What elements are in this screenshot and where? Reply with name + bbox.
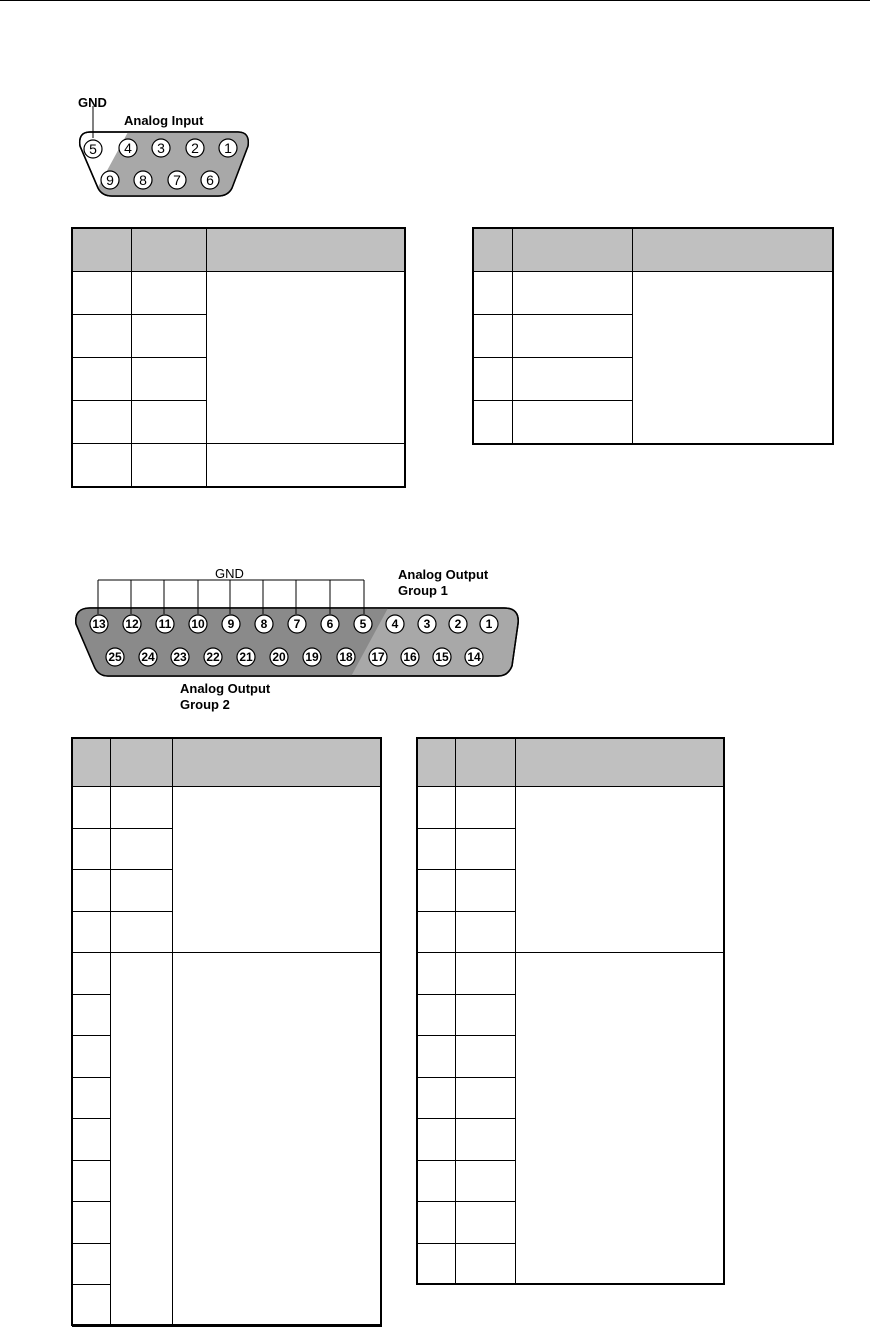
table-row: [474, 272, 834, 315]
pin-number: 2: [191, 140, 199, 156]
table-row: [73, 444, 406, 487]
pin-number: 7: [173, 172, 181, 188]
pin-number: 21: [239, 650, 253, 664]
db25-group2-label-line1: Analog Output: [180, 681, 271, 696]
table-row: [418, 953, 725, 995]
db25-gnd-label: GND: [215, 566, 244, 581]
pin-number: 5: [359, 617, 367, 631]
table-header-cell: [111, 739, 173, 787]
table-row: [73, 787, 382, 829]
pin-number: 13: [92, 617, 106, 631]
db25-pin-table-right: [417, 738, 725, 1285]
pin-number: 9: [227, 617, 235, 631]
pin-number: 16: [403, 650, 417, 664]
pin-number: 23: [173, 650, 187, 664]
pin-number: 22: [206, 650, 220, 664]
db9-pin-table-right: [473, 228, 834, 444]
pin-number: 6: [326, 617, 334, 631]
pin-number: 6: [206, 172, 214, 188]
table-header-cell: [73, 739, 111, 787]
pin-number: 15: [435, 650, 449, 664]
db9-analog-input-label: Analog Input: [124, 113, 204, 128]
db25-connector-svg: [68, 562, 538, 722]
table-row: [418, 787, 725, 829]
table-row: [73, 272, 406, 315]
pin-number: 8: [260, 617, 268, 631]
table-header-cell: [132, 229, 207, 272]
db25-group1-label-line2: Group 1: [398, 583, 448, 598]
table-header-cell: [474, 229, 513, 272]
db9-gnd-label: GND: [78, 95, 107, 110]
table-header-cell: [456, 739, 516, 787]
page-top-rule: [0, 0, 870, 1]
table-header-cell: [633, 229, 834, 272]
db25-group2-label-line2: Group 2: [180, 697, 230, 712]
pin-number: 14: [467, 650, 481, 664]
pin-number: 19: [305, 650, 319, 664]
pin-number: 12: [125, 617, 139, 631]
table-header-cell: [418, 739, 456, 787]
table-header-cell: [173, 739, 382, 787]
db9-connector-diagram: [70, 92, 270, 202]
table-header-cell: [207, 229, 406, 272]
pin-number: 2: [454, 617, 462, 631]
table-header-cell: [516, 739, 725, 787]
table-header-cell: [73, 229, 132, 272]
db25-pin-table-left: [72, 738, 382, 1327]
pin-number: 8: [139, 172, 147, 188]
db25-connector-diagram: [68, 562, 538, 722]
pin-number: 4: [124, 140, 132, 156]
table-header-cell: [513, 229, 633, 272]
pin-number: 5: [89, 141, 97, 157]
pin-number: 1: [224, 140, 232, 156]
pin-number: 17: [371, 650, 385, 664]
pin-number: 4: [391, 617, 399, 631]
pin-number: 3: [423, 617, 431, 631]
pin-number: 10: [191, 617, 205, 631]
db9-pin-table-left: [72, 228, 406, 487]
pin-number: 24: [141, 650, 155, 664]
pin-number: 18: [339, 650, 353, 664]
pin-number: 20: [272, 650, 286, 664]
pin-number: 9: [106, 172, 114, 188]
pin-number: 1: [485, 617, 493, 631]
table-row: [73, 953, 382, 995]
pin-number: 7: [293, 617, 301, 631]
pin-number: 3: [157, 140, 165, 156]
db25-group1-label-line1: Analog Output: [398, 567, 489, 582]
pin-number: 25: [108, 650, 122, 664]
pin-number: 11: [158, 617, 172, 631]
